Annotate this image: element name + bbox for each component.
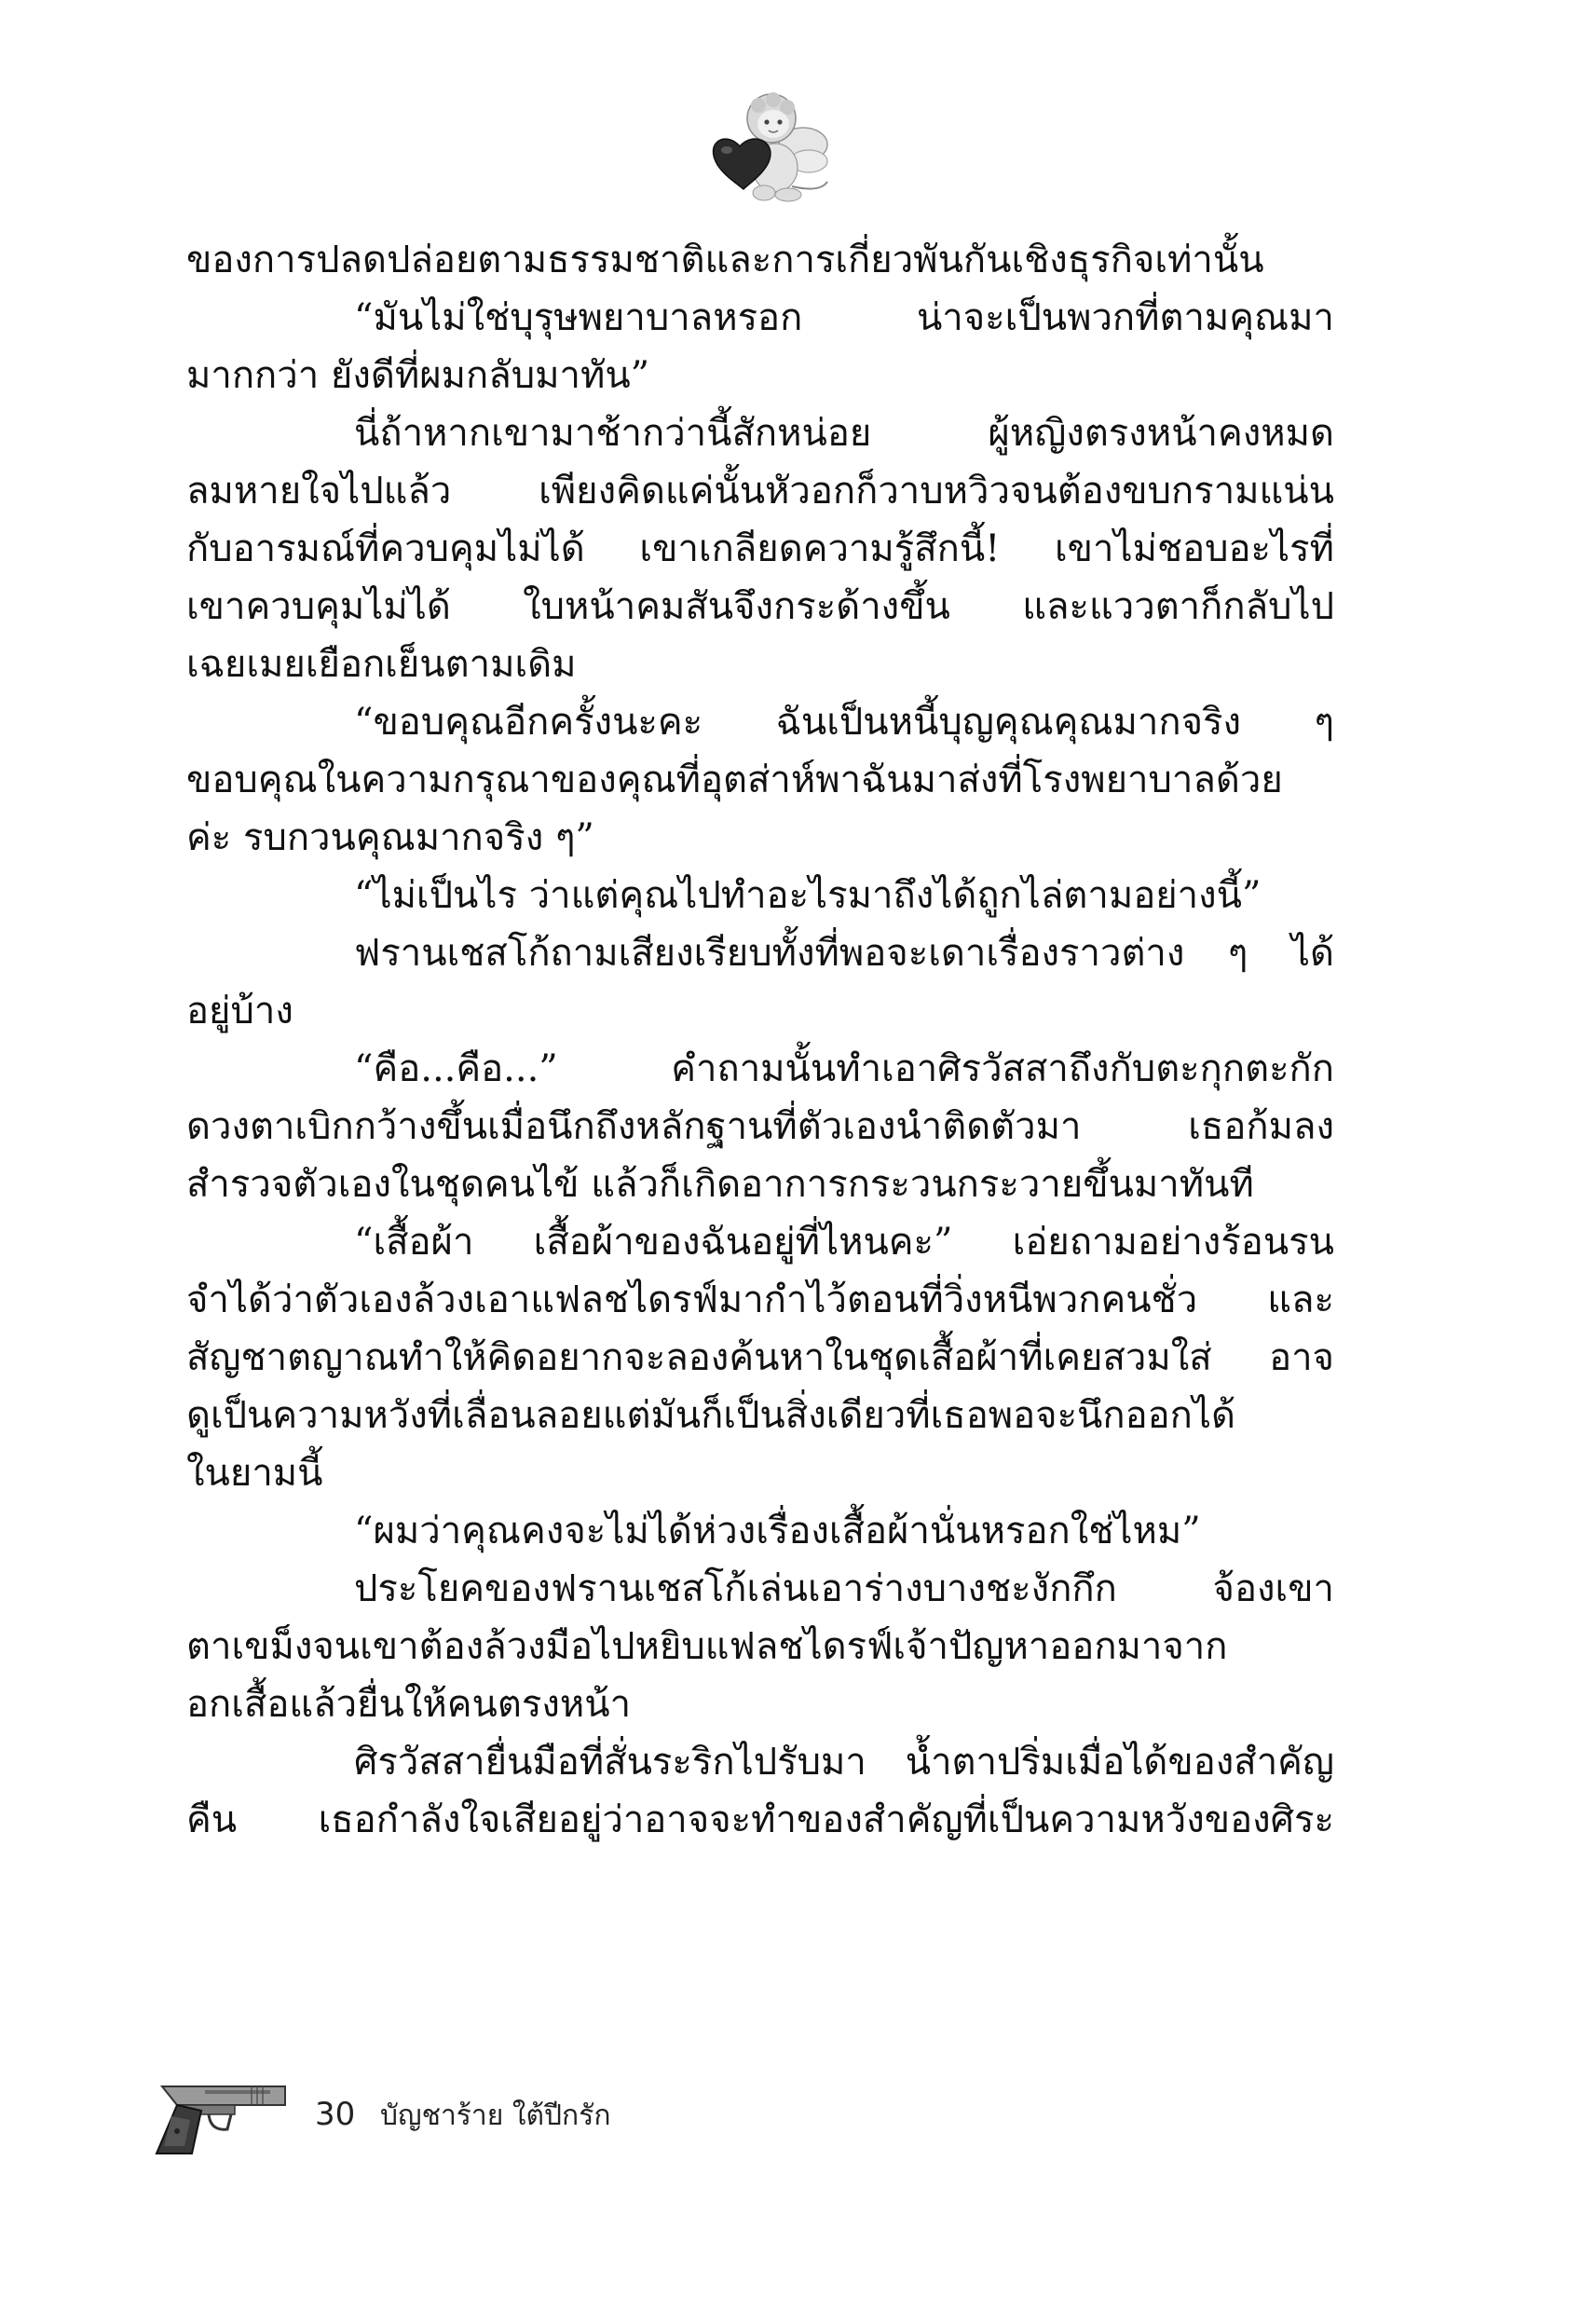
text-line: “คือ...คือ...” คำถามนั้นทำเอาศิรวัสสาถึงกับตะกุกตะกัก [354, 1047, 1334, 1090]
text-line: “ขอบคุณอีกครั้งนะคะ ฉันเป็นหนี้บุญคุณคุณมากจริง ๆ [354, 701, 1334, 744]
text-line: ตาเขม็งจนเขาต้องล้วงมือไปหยิบแฟลชไดรฟ์เจ้าปัญหาออกมาจาก [186, 1625, 1228, 1668]
text-line: สัญชาตญาณทำให้คิดอยากจะลองค้นหาในชุดเสื้อผ้าที่เคยสวมใส่ อาจ [186, 1336, 1334, 1379]
text-line: “ผมว่าคุณคงจะไม่ได้ห่วงเรื่องเสื้อผ้านั่นหรอกใช่ไหม” [354, 1510, 1201, 1552]
text-line: ขอบคุณในความกรุณาของคุณที่อุตส่าห์พาฉันมาส่งที่โรงพยาบาลด้วย [186, 759, 1283, 801]
text-line: ของการปลดปล่อยตามธรรมชาติและการเกี่ยวพันกันเชิงธุรกิจเท่านั้น [186, 239, 1264, 281]
text-line: มากกว่า ยังดีที่ผมกลับมาทัน” [186, 354, 650, 397]
text-line: ศิรวัสสายื่นมือที่สั่นระริกไปรับมา น้ำตาปริ่มเมื่อได้ของสำคัญ [354, 1741, 1334, 1784]
text-line: ประโยคของฟรานเชสโก้เล่นเอาร่างบางชะงักกึก จ้องเขา [354, 1567, 1334, 1610]
text-line: สำรวจตัวเองในชุดคนไข้ แล้วก็เกิดอาการกระวนกระวายขึ้นมาทันที [186, 1163, 1254, 1206]
text-line: “ไม่เป็นไร ว่าแต่คุณไปทำอะไรมาถึงได้ถูกไล่ตามอย่างนี้” [354, 874, 1262, 917]
text-line: อกเสื้อแล้วยื่นให้คนตรงหน้า [186, 1683, 632, 1726]
text-line: ลมหายใจไปแล้ว เพียงคิดแค่นั้นหัวอกก็วาบหวิวจนต้องขบกรามแน่น [186, 470, 1334, 513]
text-line: “เสื้อผ้า เสื้อผ้าของฉันอยู่ที่ไหนคะ” เอ่ยถามอย่างร้อนรน [354, 1221, 1334, 1264]
text-line: คืน เธอกำลังใจเสียอยู่ว่าอาจจะทำของสำคัญที่เป็นความหวังของศิระ [186, 1798, 1334, 1841]
text-line: “มันไม่ใช่บุรุษพยาบาลหรอก น่าจะเป็นพวกที่ตามคุณมา [354, 296, 1334, 339]
text-line: เฉยเมยเยือกเย็นตามเดิม [186, 643, 577, 686]
cupid-with-heart-icon [699, 89, 839, 210]
page-footer [149, 2073, 801, 2157]
text-line: ดวงตาเบิกกว้างขึ้นเมื่อนึกถึงหลักฐานที่ตัวเองนำติดตัวมา เธอก้มลง [186, 1105, 1334, 1148]
text-line: กับอารมณ์ที่ควบคุมไม่ได้ เขาเกลียดความรู้สึกนี้! เขาไม่ชอบอะไรที่ [186, 527, 1334, 570]
body-text [186, 231, 1334, 1849]
book-title: บัญชาร้าย ใต้ปีกรัก [380, 2099, 611, 2132]
text-line: ในยามนี้ [186, 1452, 323, 1495]
text-line: อยู่บ้าง [186, 990, 293, 1032]
page-number: 30 [315, 2096, 356, 2133]
text-line: ค่ะ รบกวนคุณมากจริง ๆ” [186, 816, 594, 859]
text-line: ดูเป็นความหวังที่เลื่อนลอยแต่มันก็เป็นสิ่งเดียวที่เธอพอจะนึกออกได้ [186, 1394, 1235, 1437]
pistol-icon [149, 2073, 289, 2157]
text-line: เขาควบคุมไม่ได้ ใบหน้าคมสันจึงกระด้างขึ้น และแววตาก็กลับไป [186, 585, 1334, 628]
text-line: ฟรานเชสโก้ถามเสียงเรียบทั้งที่พอจะเดาเรื่องราวต่าง ๆ ได้ [354, 932, 1334, 975]
text-line: จำได้ว่าตัวเองล้วงเอาแฟลชไดรฟ์มากำไว้ตอนที่วิ่งหนีพวกคนชั่ว และ [186, 1279, 1334, 1321]
text-line: นี่ถ้าหากเขามาช้ากว่านี้สักหน่อย ผู้หญิงตรงหน้าคงหมด [354, 412, 1334, 455]
